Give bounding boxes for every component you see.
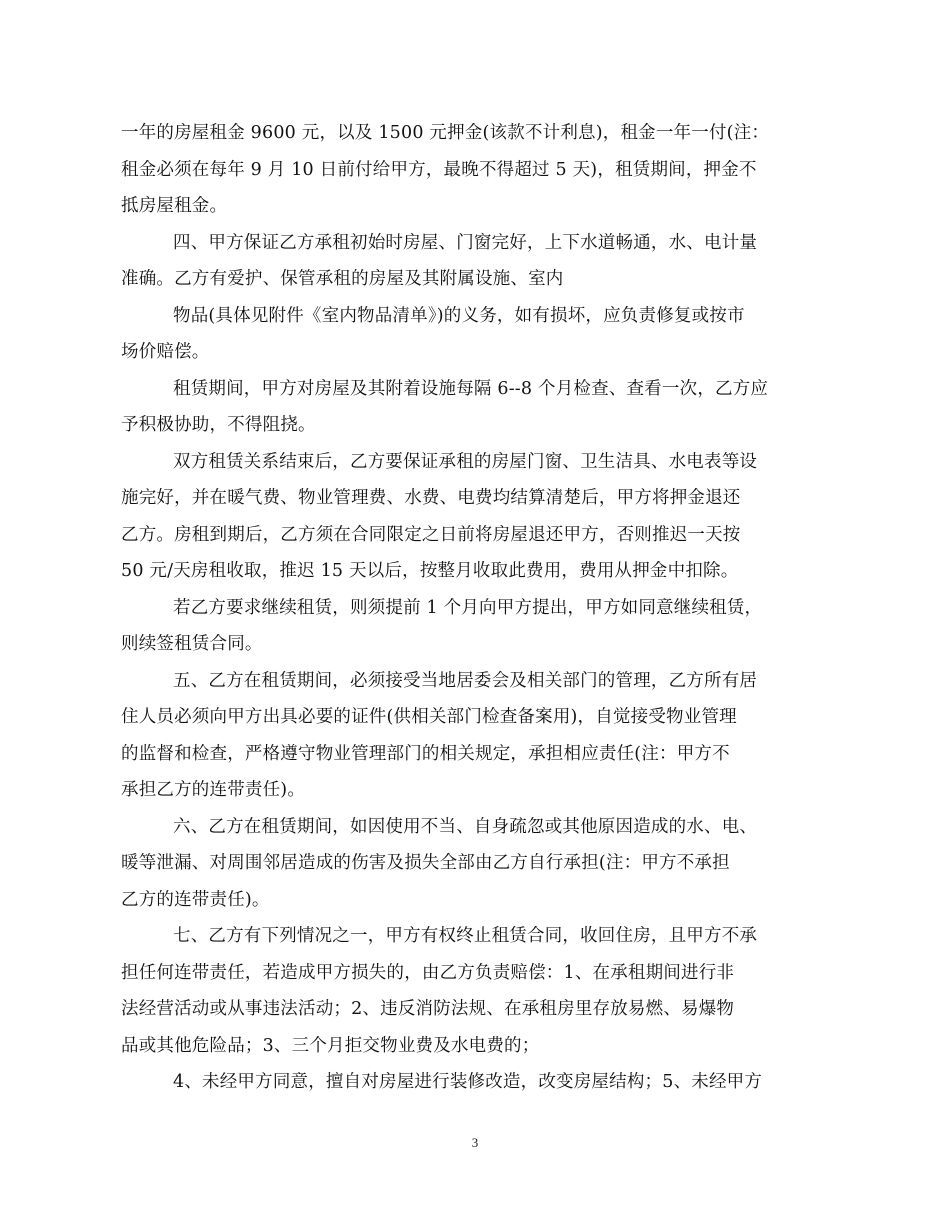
text-line: 六、乙方在租赁期间，如因使用不当、自身疏忽或其他原因造成的水、电、 (173, 816, 758, 837)
document-body (121, 115, 821, 1101)
text-line: 则续签租赁合同。 (121, 634, 263, 654)
text-line: 4、未经甲方同意，擅自对房屋进行装修改造，改变房屋结构；5、未经甲方 (173, 1072, 763, 1092)
text-line: 物品(具体见附件《室内物品清单》)的义务，如有损坏，应负责修复或按市 (173, 305, 745, 326)
text-line: 场价赔偿。 (121, 342, 210, 362)
text-line: 施完好，并在暖气费、物业管理费、水费、电费均结算清楚后，甲方将押金退还 (121, 488, 741, 508)
text-line: 承担乙方的连带责任)。 (121, 780, 306, 800)
text-line: 一年的房屋租金 9600 元，以及 1500 元押金(该款不计利息)，租金一年一付(注： (121, 123, 770, 143)
text-line: 抵房屋租金。 (121, 196, 228, 216)
text-line: 租金必须在每年 9 月 10 日前付给甲方，最晚不得超过 5 天)，租赁期间，押金不 (121, 159, 757, 180)
text-line: 七、乙方有下列情况之一，甲方有权终止租赁合同，收回住房，且甲方不承 (173, 926, 758, 946)
text-line: 准确。乙方有爱护、保管承租的房屋及其附属设施、室内 (121, 269, 564, 289)
text-line: 的监督和检查，严格遵守物业管理部门的相关规定，承担相应责任(注：甲方不 (121, 743, 730, 764)
page-number: 3 (471, 1135, 479, 1150)
text-line: 四、甲方保证乙方承租初始时房屋、门窗完好，上下水道畅通，水、电计量 (173, 232, 758, 253)
text-line: 租赁期间，甲方对房屋及其附着设施每隔 6--8 个月检查、查看一次，乙方应 (173, 378, 769, 399)
text-line: 50 元/天房租收取，推迟 15 天以后，按整月收取此费用，费用从押金中扣除。 (121, 561, 739, 581)
text-line: 双方租赁关系结束后，乙方要保证承租的房屋门窗、卫生洁具、水电表等设 (173, 451, 758, 472)
text-line: 若乙方要求继续租赁，则须提前 1 个月向甲方提出，甲方如同意继续租赁， (173, 597, 763, 618)
text-line: 品或其他危险品；3、三个月拒交物业费及水电费的； (121, 1035, 540, 1056)
text-line: 住人员必须向甲方出具必要的证件(供相关部门检查备案用)，自觉接受物业管理 (121, 707, 737, 727)
text-line: 法经营活动或从事违法活动；2、违反消防法规、在承租房里存放易燃、易爆物 (121, 999, 735, 1019)
text-line: 担任何连带责任，若造成甲方损失的，由乙方负责赔偿：1、在承租期间进行非 (121, 962, 735, 983)
text-line: 予积极协助，不得阻挠。 (121, 415, 316, 435)
text-line: 暖等泄漏、对周围邻居造成的伤害及损失全部由乙方自行承担(注：甲方不承担 (121, 853, 730, 873)
text-line: 乙方。房租到期后，乙方须在合同限定之日前将房屋退还甲方，否则推迟一天按 (121, 524, 741, 545)
text-line: 五、乙方在租赁期间，必须接受当地居委会及相关部门的管理，乙方所有居 (173, 670, 758, 691)
text-line: 乙方的连带责任)。 (121, 889, 270, 910)
